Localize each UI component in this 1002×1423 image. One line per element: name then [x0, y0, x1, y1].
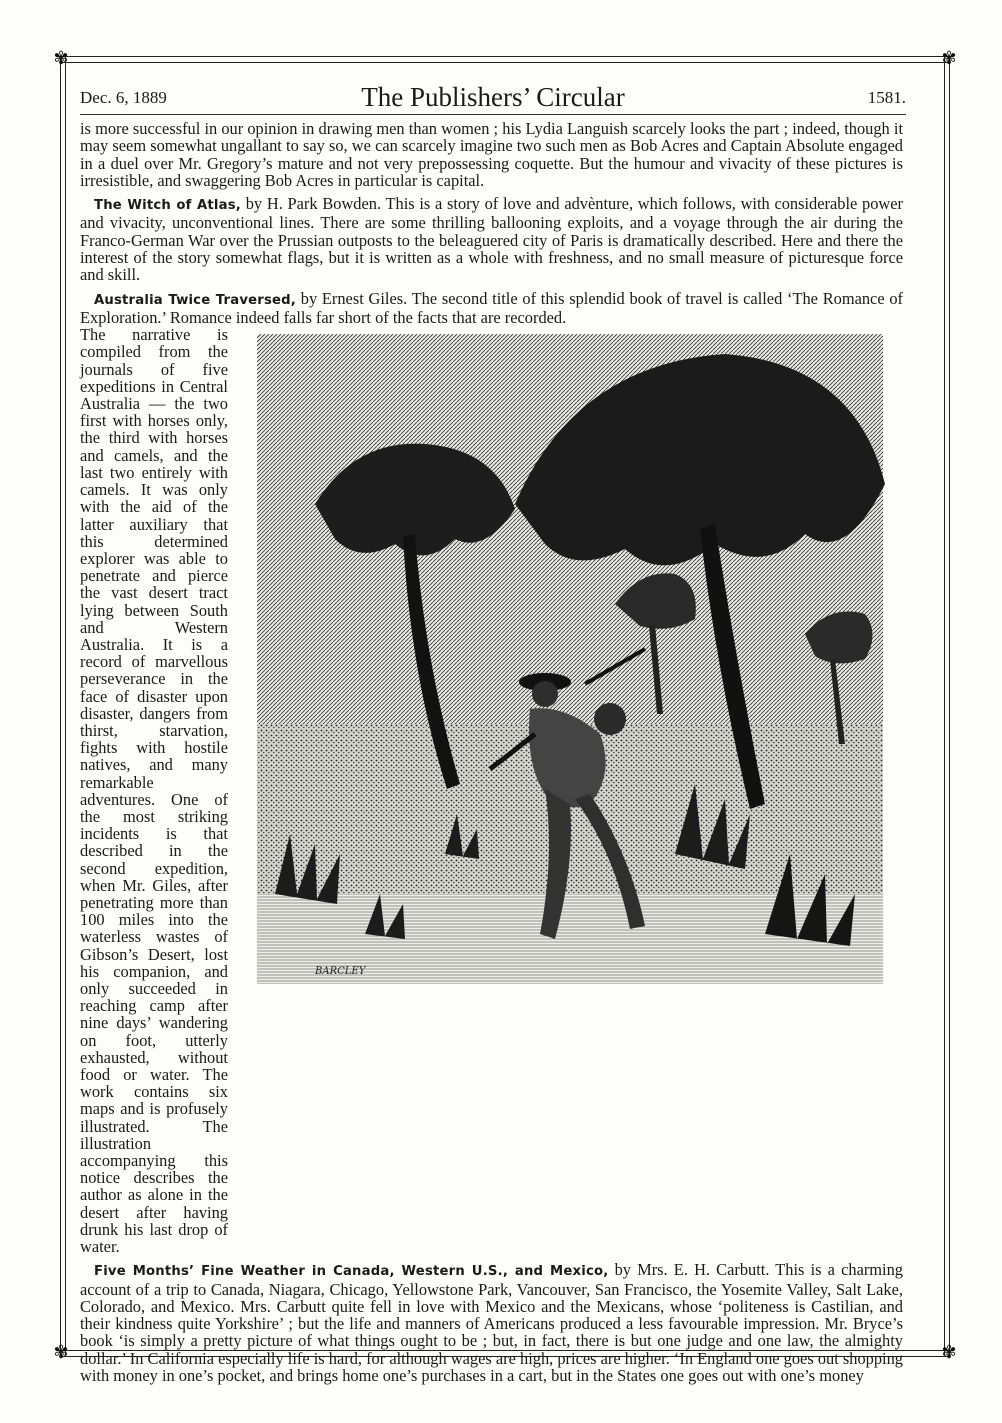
corner-ornament-icon: ✾ [53, 48, 69, 68]
review-five-months-fine-weather [80, 1261, 903, 1384]
engraver-signature: BARCLEY [315, 966, 366, 978]
issue-date: Dec. 6, 1889 [80, 88, 167, 107]
review-witch-of-atlas [80, 195, 903, 283]
review-title: The Witch of Atlas, [94, 198, 241, 214]
page-header [80, 82, 906, 112]
top-border-rule [60, 56, 950, 63]
wrapped-text-column [80, 326, 228, 1255]
page-number: 1581. [867, 88, 906, 107]
header-divider [80, 114, 906, 115]
corner-ornament-icon: ✾ [53, 1342, 69, 1362]
corner-ornament-icon: ✾ [941, 48, 957, 68]
review-text: The narrative is compiled from the journals of five expeditions in Central Australia — the two first with horses only, the third with horses and camels, and the last two entirely with camels. It was only with the aid of the latter auxiliary that this determined explorer was able to penetrate and pierce the vast desert tract lying between South and Western Australia. It is a record of marvellous perseverance in the face of disaster upon disaster, dangers from thirst, starvation, fights with hostile natives, and many remarkable adventures. One of the most striking incidents is that described in the second expedition, when Mr. Giles, after penetrating more than 100 miles into the waterless wastes of Gibson’s Desert, lost his companion, and only succeeded in reaching camp after nine days’ wandering on foot, utterly exhausted, without food or water. The work contains six maps and is profusely illustrated. The illustration accompanying this notice describes the author as alone in the desert after having drunk his last drop of water. [80, 325, 228, 1257]
engraving-explorer-in-desert-icon [245, 334, 903, 1016]
left-border-rule [60, 56, 66, 1355]
intro-paragraph: is more successful in our opinion in drawing men than women ; his Lydia Languish scarcely looks the part ; indeed, though it may seem somewhat ungallant to say so, we can scarcely imagine two such men as Bob Acres and Captain Absolute engaged in a duel over Mr. Gregory’s mature and not very prepossessing coquette. But the humour and vivacity of these pictures is irresistible, and swaggering Bob Acres in particular is capital. [80, 119, 903, 190]
review-text: by Mrs. E. H. Carbutt. This is a charming account of a trip to Canada, Niagara, Chicago, Yellowstone Park, Vancouver, San Francisco, the Yosemite Valley, Salt Lake, Colorado, and Mexico. Mrs. Carbutt quite fell in love with Mexico and the Mexicans, whose ‘politeness is Castilian, and their kindness quite Yorkshire’ ; but the life and manners of Americans produced a less favourable impression. Mr. Bryce’s book ‘is simply a pretty picture of what things ought to be ; but, in fact, there is but one judge and one law, the almighty dollar.’ In California especially life is hard, for although wages are high, prices are higher. ‘In England one goes out shopping with money in one’s pocket, and brings home one’s purchases in a cart, but in the States one goes out with one’s money [80, 1260, 903, 1386]
illustration [245, 334, 903, 1016]
corner-ornament-icon: ✾ [941, 1342, 957, 1362]
right-border-rule [944, 56, 950, 1355]
article-body [80, 120, 903, 1390]
journal-title: The Publishers’ Circular [361, 82, 625, 112]
review-title: Australia Twice Traversed, [94, 292, 297, 308]
review-title: Five Months’ Fine Weather in Canada, Western U.S., and Mexico, [94, 1264, 609, 1280]
review-text: by Ernest Giles. The second title of this splendid book of travel is called ‘The Romance of Exploration.’ Romance indeed falls far short of the facts that are recorded. [80, 288, 903, 327]
review-text: by H. Park Bowden. This is a story of love and advènture, which follows, with considerable power and vivacity, unconventional lines. There are some thrilling ballooning exploits, and a voyage through the air during the Franco-German War over the Prussian outposts to the beleaguered city of Paris is dramatically described. Here and there the interest of the story somewhat flags, but it is written as a whole with freshness, and no small measure of picturesque force and skill. [80, 194, 903, 285]
review-australia-twice-traversed [80, 290, 903, 327]
